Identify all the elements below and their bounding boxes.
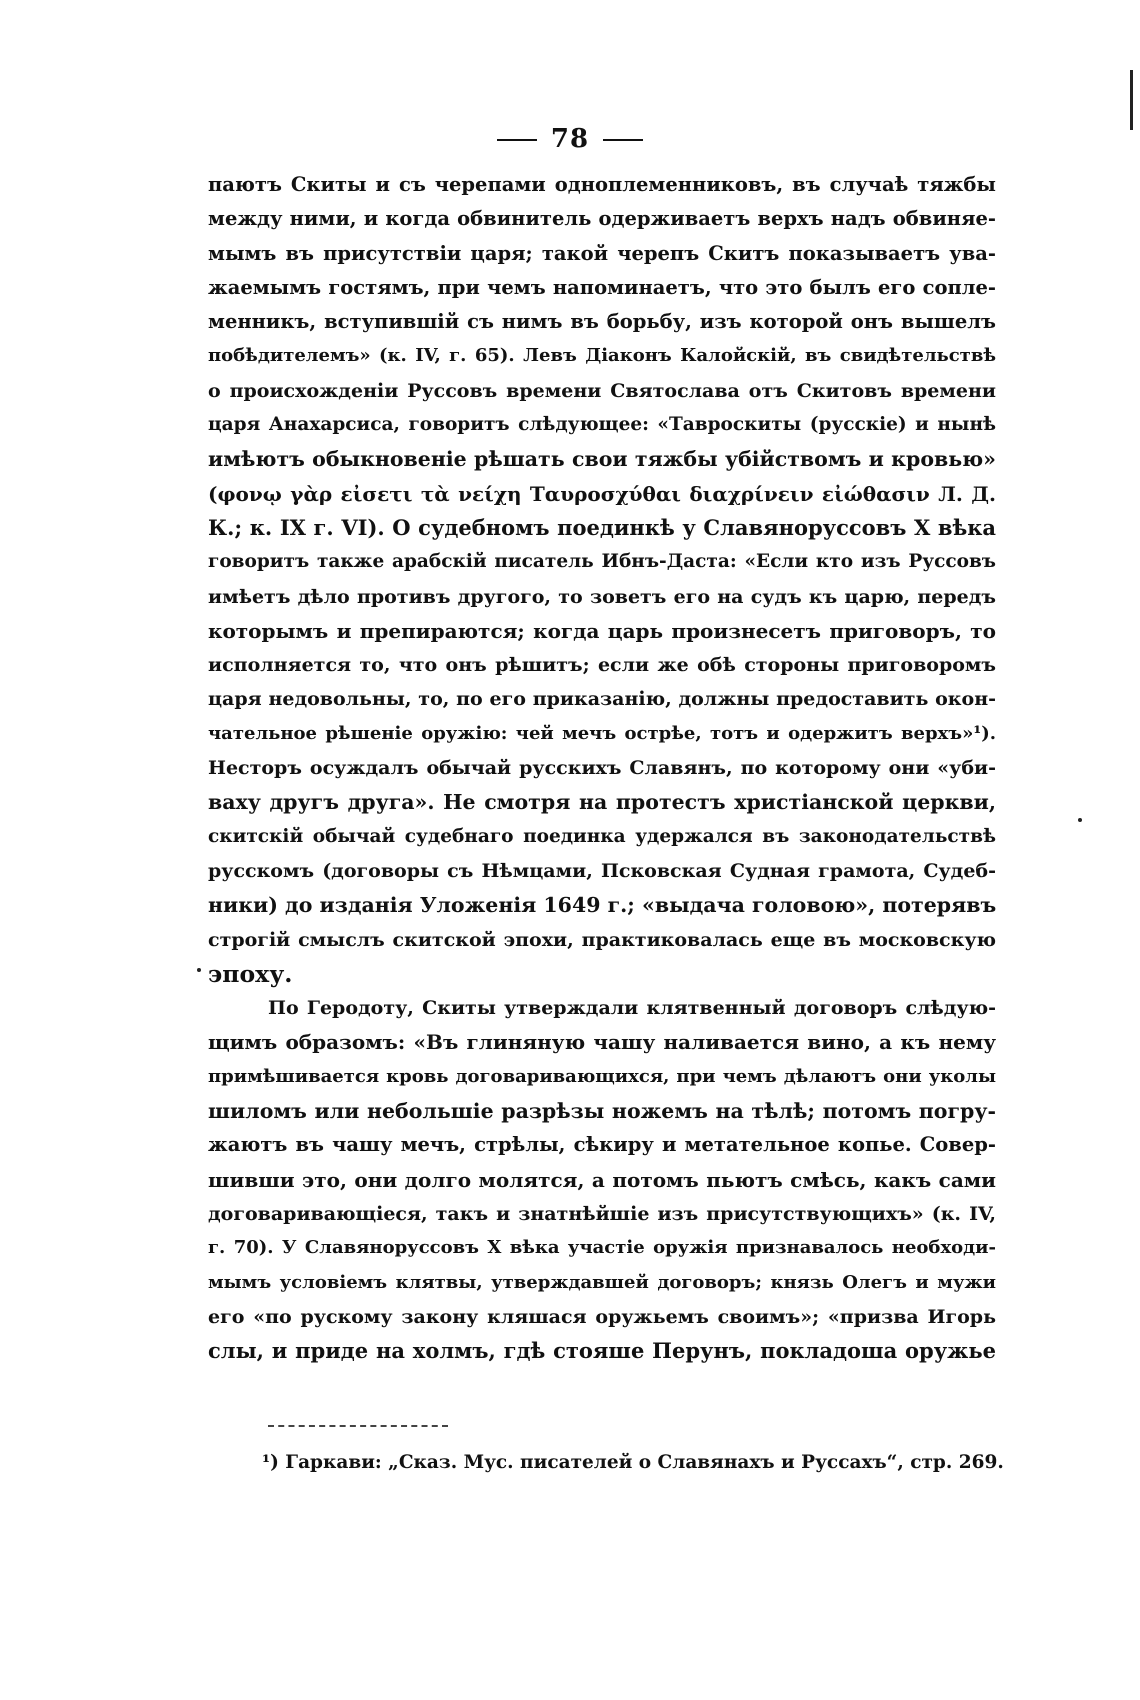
text-line: между ними, и когда обвинитель одерживаетъ верхъ надъ обвиняе- (208, 207, 996, 231)
text-line: его «по рускому закону кляшася оружьемъ своимъ»; «призва Игорь (208, 1305, 996, 1328)
scan-speck (197, 968, 201, 972)
text-line: чательное рѣшеніе оружію: чей мечъ острѣе, тотъ и одержитъ верхъ»¹). (208, 722, 996, 744)
scan-speck (1078, 818, 1082, 822)
body-text (208, 168, 996, 1368)
text-line: паютъ Скиты и съ черепами одноплеменниковъ, въ случаѣ тяжбы (208, 173, 996, 196)
text-line: жаемымъ гостямъ, при чемъ напоминаетъ, что это былъ его сопле- (208, 275, 996, 299)
footnote: ¹) Гаркави: „Сказ. Мус. писателей о Славянахъ и Руссахъ“, стр. 269. (262, 1452, 1004, 1473)
text-line: имѣютъ обыкновеніе рѣшать свои тяжбы убійствомъ и кровью» (208, 447, 996, 472)
text-line: Несторъ осуждалъ обычай русскихъ Славянъ, по которому они «уби- (208, 757, 996, 780)
text-line: г. 70). У Славянорусcовъ X вѣка участіе оружія признавалось необходи- (208, 1237, 996, 1259)
footnote-separator (268, 1425, 448, 1427)
text-line: шиломъ или небольшіе разрѣзы ножемъ на тѣлѣ; потомъ погру- (208, 1099, 996, 1124)
text-line: русскомъ (договоры съ Нѣмцами, Псковская Судная грамота, Судеб- (208, 859, 996, 882)
text-line: жаютъ въ чашу мечъ, стрѣлы, сѣкиру и метательное копье. Совер- (208, 1133, 996, 1157)
text-line: слы, и приде на холмъ, гдѣ стояше Перунъ, покладоша оружье (208, 1338, 996, 1364)
text-line: примѣшивается кровь договаривающихся, при чемъ дѣлаютъ они уколы (208, 1065, 996, 1087)
text-line: царя недовольны, то, по его приказанію, должны предоставить окон- (208, 688, 996, 711)
text-line: исполняется то, что онъ рѣшитъ; если же обѣ стороны приговоромъ (208, 654, 996, 677)
text-line: которымъ и препираются; когда царь произнесетъ приговоръ, то (208, 618, 996, 643)
text-line-paragraph-start: По Геродоту, Скиты утверждали клятвенный договоръ слѣдую- (268, 997, 996, 1020)
text-line: ники) до изданія Уложенія 1649 г.; «выдача головою», потерявъ (208, 893, 996, 918)
text-line: говоритъ также арабскій писатель Ибнъ-Даста: «Если кто изъ Руссовъ (208, 551, 996, 573)
text-line: строгій смыслъ скитской эпохи, практиковалась еще въ московскую (208, 928, 996, 951)
text-line-greek: (φονῳ γὰρ εἰσετι τὰ νείχη Ταυροσχύθαι διαχρίνειν εἰώθασιν Л. Д. (208, 481, 996, 506)
text-line: щимъ образомъ: «Въ глиняную чашу наливается вино, а къ нему (208, 1030, 996, 1055)
text-line: ваху другъ друга». Не смотря на протестъ христіанской церкви, (208, 790, 996, 815)
scan-edge-mark (1130, 70, 1133, 130)
text-line: мымъ условіемъ клятвы, утверждавшей договоръ; князь Олегъ и мужи (208, 1271, 996, 1293)
page-number-dash-right (603, 139, 643, 141)
text-line: царя Анахарсиса, говоритъ слѣдующее: «Тавроскиты (русскіе) и нынѣ (208, 414, 996, 436)
text-line: К.; к. IX г. VI). О судебномъ поединкѣ у Славянорусcовъ X вѣка (208, 514, 996, 540)
page-number (0, 124, 1140, 154)
text-line: договаривающіеся, такъ и знатнѣйшіе изъ присутствующихъ» (к. IV, (208, 1202, 996, 1225)
text-line: побѣдителемъ» (к. IV, г. 65). Левъ Діаконъ Калойскій, въ свидѣтельствѣ (208, 345, 996, 367)
text-line: шивши это, они долго молятся, а потомъ пьютъ смѣсь, какъ сами (208, 1167, 996, 1192)
page-number-dash-left (497, 139, 537, 141)
text-line-paragraph-end: эпоху. (208, 959, 293, 988)
page-number-value: 78 (550, 124, 590, 154)
text-line: скитскій обычай судебнаго поединка удержался въ законодательствѣ (208, 825, 996, 847)
text-line: менникъ, вступившій съ нимъ въ борьбу, изъ которой онъ вышелъ (208, 310, 996, 334)
text-line: о происхожденіи Руссовъ времени Святослава отъ Скитовъ времени (208, 379, 996, 402)
text-line: мымъ въ присутствіи царя; такой черепъ Скитъ показываетъ ува- (208, 241, 996, 265)
text-line: имѣетъ дѣло противъ другого, то зоветъ его на судъ къ царю, передъ (208, 585, 996, 608)
